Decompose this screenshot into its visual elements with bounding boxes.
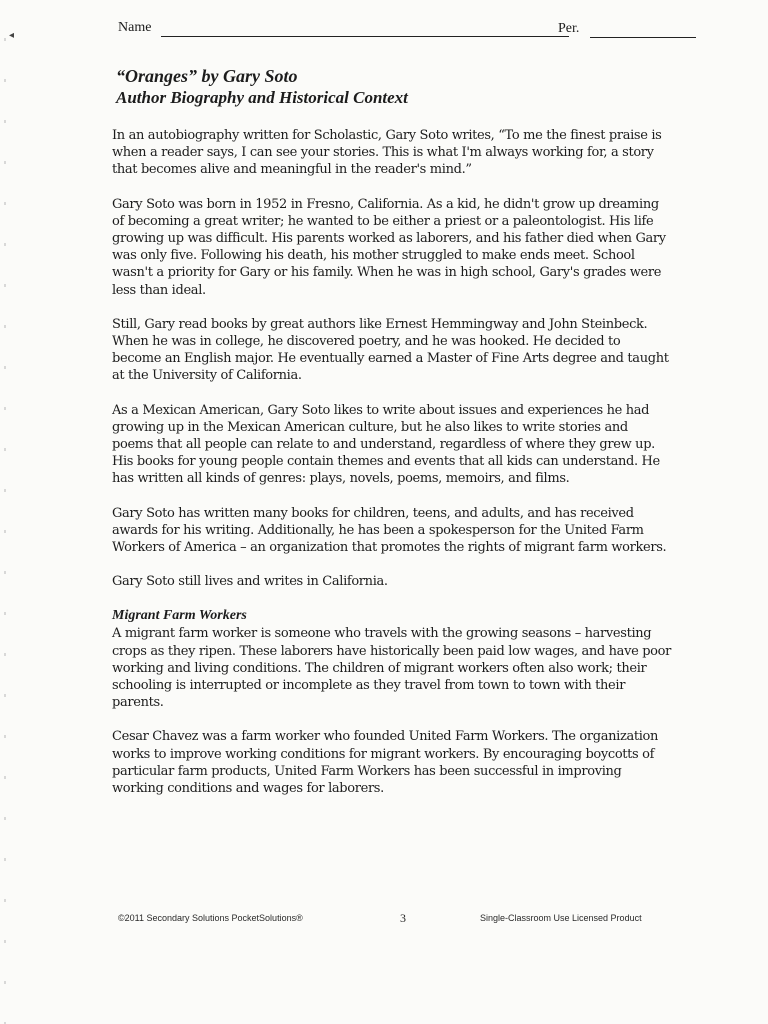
section-heading-migrant: Migrant Farm Workers	[112, 608, 247, 624]
paragraph-migrant-definition: A migrant farm worker is someone who travels with the growing seasons – harvesting crops as they ripen. These laborers have historically been paid low wages, and have poor working and living conditions. The children of migrant workers often also work; their schooling is interrupted or incomplete as they travel from town to town with their parents.	[112, 626, 671, 711]
document-body	[112, 127, 672, 814]
scan-mark-icon: ◂	[9, 30, 15, 41]
page-title: “Oranges” by Gary Soto	[116, 66, 298, 86]
page-subtitle: Author Biography and Historical Context	[116, 88, 408, 107]
footer-copyright: ©2011 Secondary Solutions PocketSolutions®	[118, 913, 303, 923]
paragraph-early-life: Gary Soto was born in 1952 in Fresno, California. As a kid, he didn't grow up dreaming of becoming a great writer; he wanted to be either a priest or a paleontologist. His life growing up was difficult. His parents worked as laborers, and his father died when Gary was only five. Following his death, his mother struggled to make ends meet. School wasn't a priority for Gary or his family. When he was in high school, Gary's grades were less than ideal.	[112, 196, 666, 298]
paragraph-awards: Gary Soto has written many books for children, teens, and adults, and has received awards for his writing. Additionally, he has been a spokesperson for the United Farm Workers of America – an organization that promotes the rights of migrant farm workers.	[112, 505, 667, 556]
paragraph-residence: Gary Soto still lives and writes in California.	[112, 574, 388, 590]
scan-margin-artifact	[4, 0, 6, 1024]
student-header	[118, 18, 698, 42]
period-blank-line[interactable]	[590, 37, 696, 38]
name-blank-line[interactable]	[161, 36, 569, 37]
paragraph-writing-themes: As a Mexican American, Gary Soto likes to write about issues and experiences he had growing up in the Mexican American culture, but he also likes to write stories and poems that all people can relate to and understand, regardless of where they grew up. His books for young people contain themes and events that all kids can understand. He has written all kinds of genres: plays, novels, poems, memoirs, and films.	[112, 402, 660, 487]
footer-license: Single-Classroom Use Licensed Product	[480, 913, 642, 923]
paragraph-cesar-chavez: Cesar Chavez was a farm worker who founded United Farm Workers. The organization works to improve working conditions for migrant workers. By encouraging boycotts of particular farm products, United Farm Workers has been successful in improving working conditions and wages for laborers.	[112, 729, 659, 797]
title-block	[116, 66, 676, 108]
name-label: Name	[118, 20, 152, 35]
paragraph-quote: In an autobiography written for Scholastic, Gary Soto writes, “To me the finest praise is when a reader says, I can see your stories. This is what I'm always working for, a story that becomes alive and meaningful in the reader's mind.”	[112, 128, 662, 178]
page-number: 3	[400, 911, 406, 925]
period-label: Per.	[558, 21, 580, 36]
paragraph-education: Still, Gary read books by great authors like Ernest Hemmingway and John Steinbeck. When he was in college, he discovered poetry, and he was hooked. He decided to become an English major. He eventually earned a Master of Fine Arts degree and taught at the University of California.	[112, 316, 669, 384]
